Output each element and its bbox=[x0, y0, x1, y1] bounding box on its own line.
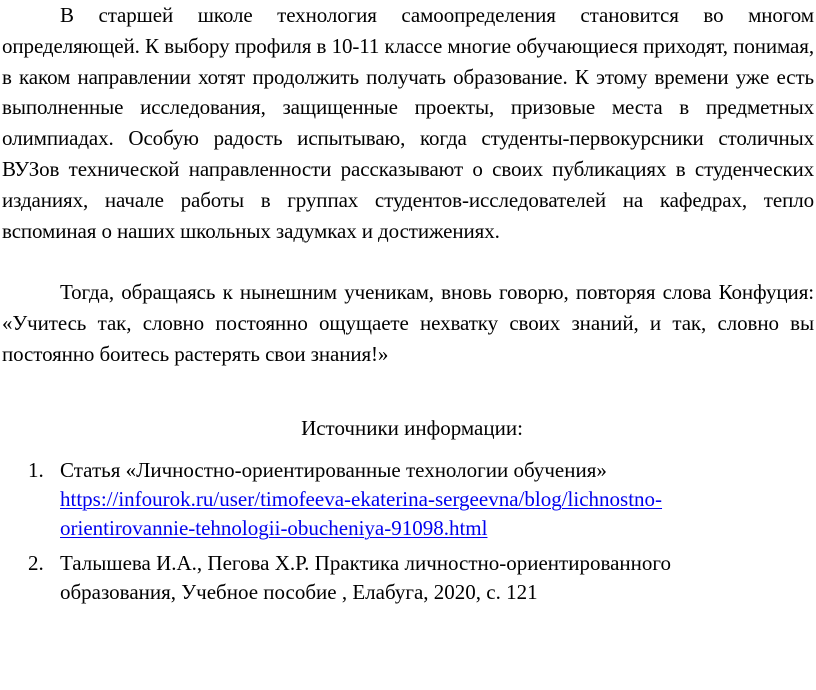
source-citation-line-1: Талышева И.А., Пегова Х.Р. Практика личностно-ориентированного bbox=[60, 551, 671, 575]
source-number: 1. bbox=[28, 458, 44, 482]
body-paragraph-2: Тогда, обращаясь к нынешним ученикам, вновь говорю, повторяя слова Конфуция: «Учитесь так, словно постоянно ощущаете нехватку своих знаний, и так, словно вы постоянно боитесь растерять свои знания!» bbox=[2, 280, 814, 366]
source-title: Статья «Личностно-ориентированные технологии обучения» bbox=[60, 458, 607, 482]
source-number: 2. bbox=[28, 551, 44, 575]
source-item-2 bbox=[0, 549, 816, 607]
source-citation-line-2: образования, Учебное пособие , Елабуга, 2020, с. 121 bbox=[60, 580, 538, 604]
sources-heading: Источники информации: bbox=[301, 416, 523, 440]
body-paragraph-1: В старшей школе технология самоопределения становится во многом определяющей. К выбору профиля в 10-11 классе многие обучающиеся приходят, понимая, в каком направлении хотят продолжить получать образование. К этому времени уже есть выполненные исследования, защищенные проекты, призовые места в предметных олимпиадах. Особую радость испытываю, когда студенты-первокурсники столичных ВУЗов технической направленности рассказывают о своих публикациях в студенческих изданиях, начале работы в группах студентов-исследователей на кафедрах, тепло вспоминая о наших школьных задумках и достижениях. bbox=[2, 3, 814, 243]
source-link-part-2[interactable]: orientirovannie-tehnologii-obucheniya-91098.html bbox=[60, 516, 488, 540]
sources-list bbox=[0, 456, 816, 607]
source-link-part-1[interactable]: https://infourok.ru/user/timofeeva-ekaterina-sergeevna/blog/lichnostno- bbox=[60, 487, 663, 511]
source-item-1 bbox=[0, 456, 816, 543]
